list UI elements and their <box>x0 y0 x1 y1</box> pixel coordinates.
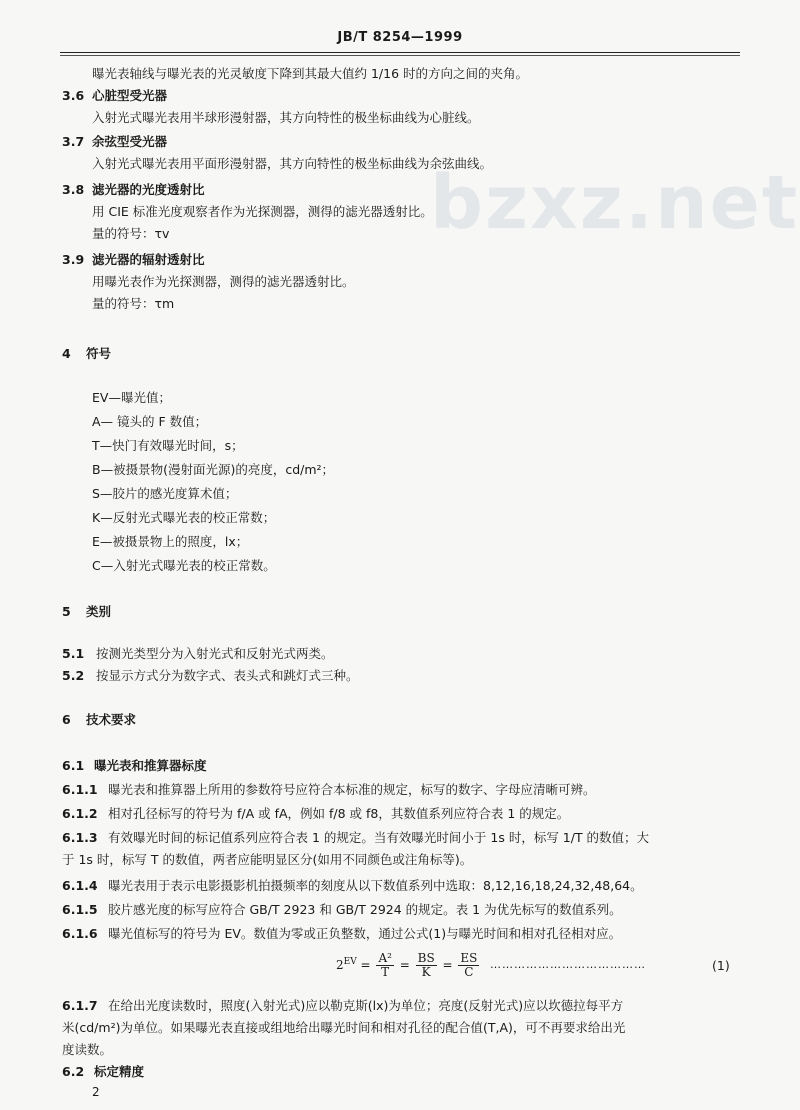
formula-number: (1) <box>712 958 730 973</box>
symbol-ev: EV—曝光值； <box>92 390 171 405</box>
def-3-6-body: 入射光式曝光表用半球形漫射器，其方向特性的极坐标曲线为心脏线。 <box>92 110 480 125</box>
item-6-1-7-text-cont1: 米(cd/m²)为单位。如果曝光表直接或组地给出曝光时间和相对孔径的配合值(T,A)，可不再要求给出光 <box>62 1020 626 1035</box>
symbol-t: T—快门有效曝光时间，s； <box>92 438 244 453</box>
item-6-1-5-text: 胶片感光度的标写应符合 GB/T 2923 和 GB/T 2924 的规定。表 1 为优先标写的数值系列。 <box>108 902 622 917</box>
def-3-8-symbol: 量的符号：τv <box>92 226 170 241</box>
section-6-num: 6 <box>62 712 71 727</box>
def-3-8-title: 滤光器的光度透射比 <box>92 182 205 197</box>
item-6-1-1-text: 曝光表和推算器上所用的参数符号应符合本标准的规定，标写的数字、字母应清晰可辨。 <box>108 782 596 797</box>
formula-frac-bs-k: $\frac{BS}{K}$ <box>417 951 435 979</box>
item-6-1-4-num: 6.1.4 <box>62 878 98 893</box>
formula-1: $2^{EV}$ = $\frac{\text{A²}}{T}$ = $\frac{BS}{K}$ = $\frac{ES}{C}$ <box>336 951 478 979</box>
def-3-6-title: 心脏型受光器 <box>92 88 168 103</box>
def-3-9-body: 用曝光表作为光探测器，测得的滤光器透射比。 <box>92 274 355 289</box>
def-3-9-symbol: 量的符号：τm <box>92 296 175 311</box>
item-6-1-1-num: 6.1.1 <box>62 782 98 797</box>
item-6-1-3-text: 有效曝光时间的标记值系列应符合表 1 的规定。当有效曝光时间小于 1s 时，标写 1/T 的数值；大 <box>108 830 650 845</box>
symbol-c: C—入射光式曝光表的校正常数。 <box>92 558 276 573</box>
def-3-8-body: 用 CIE 标准光度观察者作为光探测器，测得的滤光器透射比。 <box>92 204 433 219</box>
item-6-1-2-num: 6.1.2 <box>62 806 98 821</box>
def-3-8-num: 3.8 <box>62 182 85 197</box>
def-3-7-body: 入射光式曝光表用平面形漫射器，其方向特性的极坐标曲线为余弦曲线。 <box>92 156 493 171</box>
formula-leader-dots: ………………………………… <box>490 958 646 971</box>
item-5-1-text: 按测光类型分为入射光式和反射光式两类。 <box>96 646 334 661</box>
item-6-1-3-num: 6.1.3 <box>62 830 98 845</box>
sub-6-2-num: 6.2 <box>62 1064 85 1079</box>
sub-6-1-num: 6.1 <box>62 758 85 773</box>
item-6-1-7-text-cont2: 度读数。 <box>62 1042 113 1057</box>
symbol-e: E—被摄景物上的照度，lx； <box>92 534 249 549</box>
item-6-1-2-text: 相对孔径标写的符号为 f/A 或 fA，例如 f/8 或 f8，其数值系列应符合表 1 的规定。 <box>108 806 570 821</box>
page-number: 2 <box>92 1085 100 1099</box>
section-4-title: 符号 <box>86 346 112 361</box>
item-6-1-3-text-cont: 于 1s 时，标写 T 的数值，两者应能明显区分(如用不同颜色或注角标等)。 <box>62 852 473 867</box>
sub-6-1-title: 曝光表和推算器标度 <box>94 758 207 773</box>
def-3-6-num: 3.6 <box>62 88 85 103</box>
formula-frac-es-c: $\frac{ES}{C}$ <box>460 951 478 979</box>
def-3-9-num: 3.9 <box>62 252 85 267</box>
def-3-7-num: 3.7 <box>62 134 85 149</box>
item-6-1-4-text: 曝光表用于表示电影摄影机拍摄频率的刻度从以下数值系列中选取：8,12,16,18,24,32,48,64。 <box>108 878 643 893</box>
formula-base: 2 <box>336 958 344 972</box>
def-3-9-title: 滤光器的辐射透射比 <box>92 252 205 267</box>
section-4-num: 4 <box>62 346 71 361</box>
formula-frac-a-t: $\frac{\text{A²}}{T}$ <box>378 951 392 979</box>
sub-6-2-title: 标定精度 <box>94 1064 145 1079</box>
item-5-1-num: 5.1 <box>62 646 85 661</box>
symbol-a: A— 镜头的 F 数值； <box>92 414 208 429</box>
item-6-1-6-text: 曝光值标写的符号为 EV。数值为零或正负整数，通过公式(1)与曝光时间和相对孔径相对应。 <box>108 926 622 941</box>
section-5-title: 类别 <box>86 604 112 619</box>
watermark: bzxz.net <box>430 160 800 246</box>
item-5-2-num: 5.2 <box>62 668 85 683</box>
header-rule <box>60 52 740 53</box>
item-6-1-5-num: 6.1.5 <box>62 902 98 917</box>
header-rule-thin <box>60 55 740 56</box>
item-6-1-7-text: 在给出光度读数时，照度(入射光式)应以勒克斯(lx)为单位；亮度(反射光式)应以坎德拉每平方 <box>108 998 624 1013</box>
item-6-1-6-num: 6.1.6 <box>62 926 98 941</box>
item-5-2-text: 按显示方式分为数字式、表头式和跳灯式三种。 <box>96 668 359 683</box>
def-3-7-title: 余弦型受光器 <box>92 134 168 149</box>
symbol-s: S—胶片的感光度算术值； <box>92 486 238 501</box>
section-5-num: 5 <box>62 604 71 619</box>
symbol-b: B—被摄景物(漫射面光源)的亮度，cd/m²； <box>92 462 335 477</box>
symbol-k: K—反射光式曝光表的校正常数； <box>92 510 276 525</box>
continued-line: 曝光表轴线与曝光表的光灵敏度下降到其最大值约 1/16 时的方向之间的夹角。 <box>92 66 529 81</box>
formula-exponent: EV <box>343 957 357 967</box>
standard-code-header: JB/T 8254—1999 <box>337 30 463 45</box>
section-6-title: 技术要求 <box>86 712 137 727</box>
item-6-1-7-num: 6.1.7 <box>62 998 98 1013</box>
